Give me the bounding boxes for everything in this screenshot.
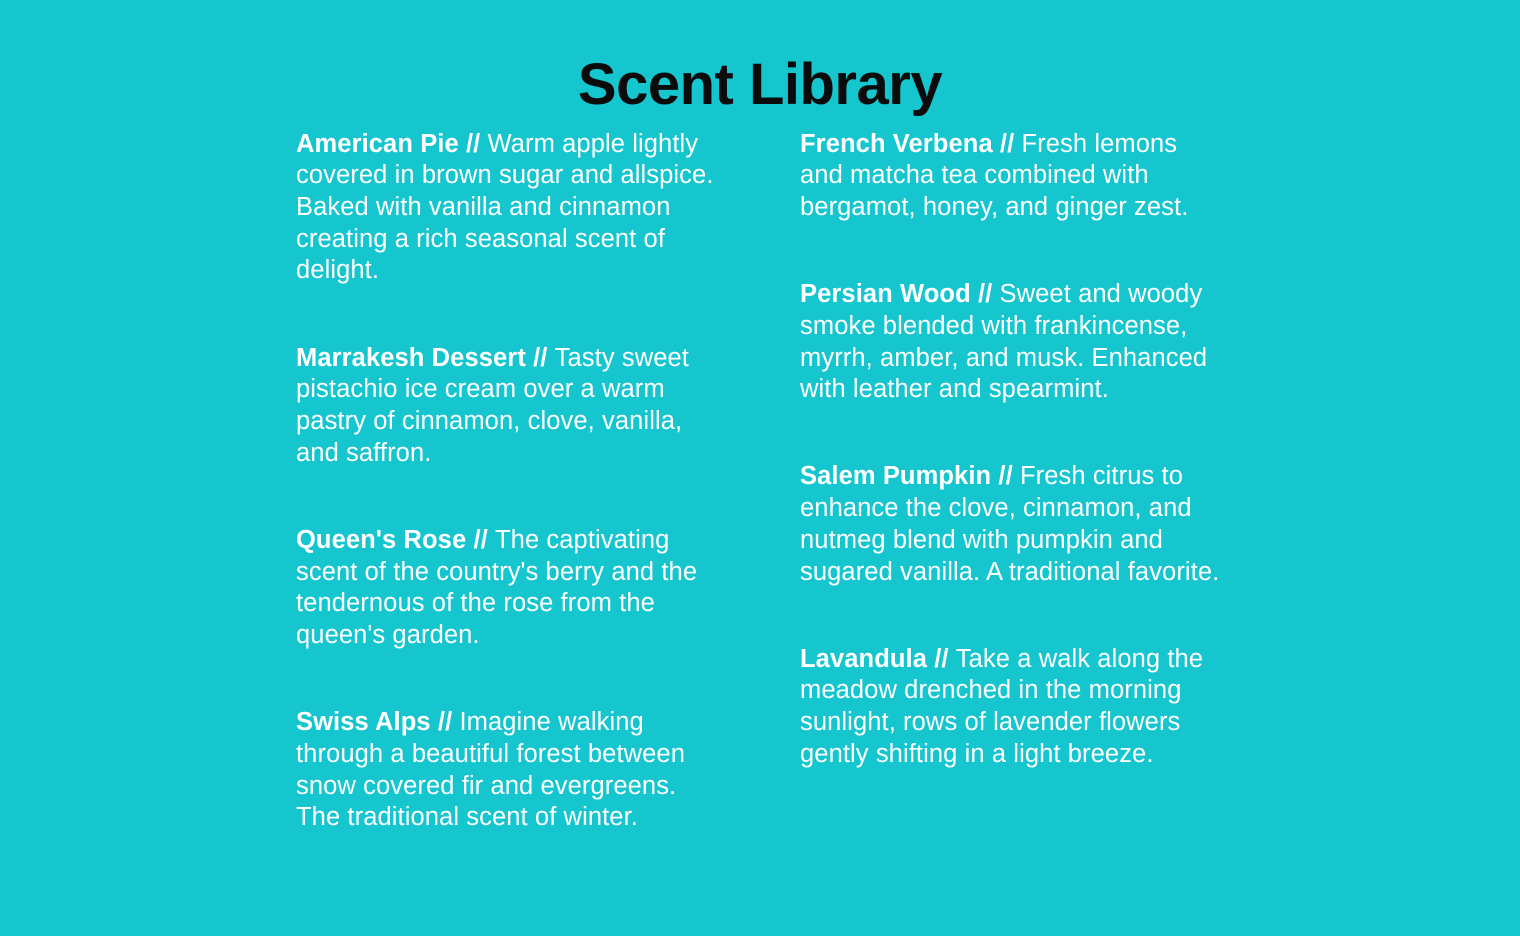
scent-description: The captivating scent of the country's berry and the tendernous of the rose from the queen's garden. xyxy=(296,525,698,649)
scent-name: Swiss Alps xyxy=(296,708,431,737)
scent-separator: // xyxy=(977,280,993,309)
scent-description: Tasty sweet pistachio ice cream over a warm pastry of cinnamon, clove, vanilla, and saffron. xyxy=(296,343,689,467)
list-item xyxy=(800,461,1220,588)
scent-name: French Verbena xyxy=(800,129,993,158)
list-item xyxy=(800,129,1220,224)
scent-separator: // xyxy=(998,462,1013,491)
scent-separator: // xyxy=(999,129,1015,158)
scent-name: Marrakesh Dessert xyxy=(296,343,526,372)
scent-name: Salem Pumpkin xyxy=(800,462,992,491)
scent-description: Fresh citrus to enhance the clove, cinnamon, and nutmeg blend with pumpkin and sugared vanilla. A traditional favorite. xyxy=(800,462,1220,586)
list-item xyxy=(800,644,1220,771)
scent-name: Queen's Rose xyxy=(296,525,467,554)
scent-column-right xyxy=(800,103,1220,834)
scent-description: Sweet and woody smoke blended with frankincense, myrrh, amber, and musk. Enhanced with leather and spearmint. xyxy=(800,280,1208,404)
scent-columns xyxy=(296,103,1296,834)
scent-name: American Pie xyxy=(296,129,459,158)
scent-description: Imagine walking through a beautiful forest between snow covered fir and evergreens. The traditional scent of winter. xyxy=(296,708,686,832)
list-item xyxy=(296,129,716,288)
scent-description: Take a walk along the meadow drenched in the morning sunlight, rows of lavender flowers gently shifting in a light breeze. xyxy=(800,644,1204,768)
scent-separator: // xyxy=(533,343,548,372)
list-item xyxy=(800,279,1220,406)
scent-name: Lavandula xyxy=(800,644,928,673)
scent-separator: // xyxy=(465,129,481,158)
list-item xyxy=(296,707,716,834)
scent-name: Persian Wood xyxy=(800,280,971,309)
scent-description: Warm apple lightly covered in brown sugar and allspice. Baked with vanilla and cinnamon creating a rich seasonal scent of delight. xyxy=(296,129,714,285)
scent-separator: // xyxy=(473,525,488,554)
scent-separator: // xyxy=(437,708,453,737)
list-item xyxy=(296,525,716,652)
scent-description: Fresh lemons and matcha tea combined with bergamot, honey, and ginger zest. xyxy=(800,129,1189,221)
page-title: Scent Library xyxy=(577,51,943,117)
scent-column-left xyxy=(296,103,716,834)
list-item xyxy=(296,343,716,470)
scent-separator: // xyxy=(934,644,949,673)
